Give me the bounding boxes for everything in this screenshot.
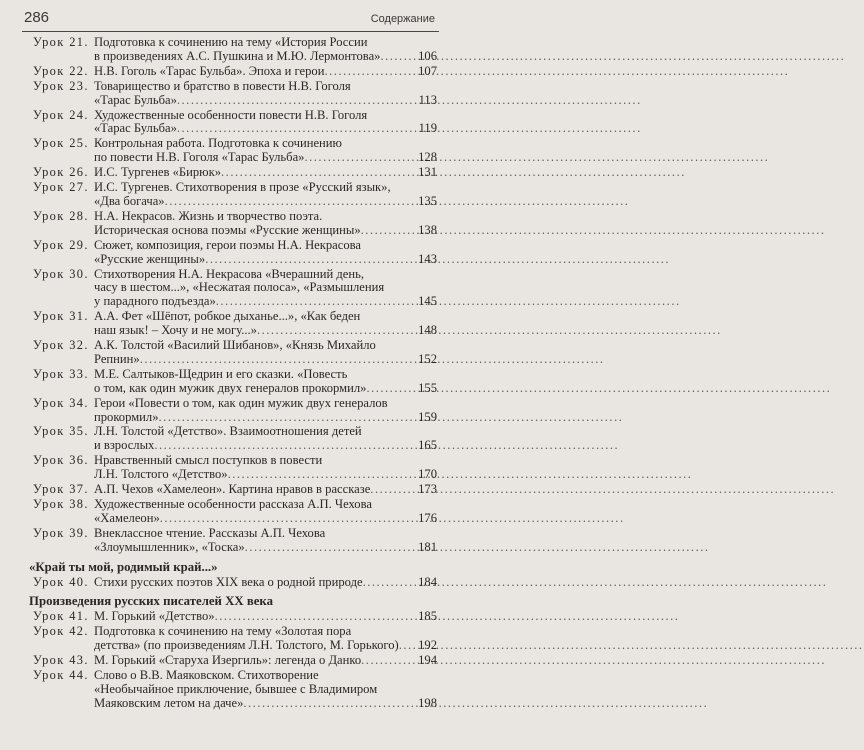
lesson-word: Урок xyxy=(33,78,65,93)
toc-entry xyxy=(33,80,437,108)
dot-leader xyxy=(324,65,417,79)
dot-leader xyxy=(257,324,417,338)
lesson-number: 26. xyxy=(69,165,89,180)
dot-leader xyxy=(221,166,417,180)
dot-leader xyxy=(165,195,418,209)
lesson-label xyxy=(33,80,94,94)
lesson-number: 41. xyxy=(69,609,89,624)
entry-title-line: Художественные особенности повести Н.В. Гоголя xyxy=(94,107,368,122)
lesson-number: 43. xyxy=(69,653,89,668)
lesson-label xyxy=(33,181,94,195)
lesson-word: Урок xyxy=(33,497,65,511)
entry-title-line: Слово о В.В. Маяковском. Стихотворение xyxy=(94,667,319,682)
lesson-word: Урок xyxy=(33,309,65,324)
lesson-number: 25. xyxy=(69,136,89,151)
entry-page-number: 152 xyxy=(418,351,437,366)
lesson-label xyxy=(33,527,94,541)
lesson-label xyxy=(33,239,94,253)
lesson-number: 37. xyxy=(69,482,89,497)
entry-page-number: 128 xyxy=(418,150,437,165)
lesson-word: Урок xyxy=(33,424,65,439)
lesson-number: 33. xyxy=(69,366,89,381)
entry-title-line: прокормил» xyxy=(94,409,159,424)
lesson-label xyxy=(33,610,94,624)
lesson-number: 24. xyxy=(69,107,89,122)
lesson-number: 39. xyxy=(69,525,89,540)
dot-leader xyxy=(228,468,418,482)
dot-leader xyxy=(370,483,417,497)
toc-entry xyxy=(33,610,437,624)
lesson-word: Урок xyxy=(33,208,65,223)
entry-title-line: Историческая основа поэмы «Русские женщины» xyxy=(94,222,361,237)
dot-leader xyxy=(140,353,417,367)
toc-entry xyxy=(33,137,437,165)
section-heading: Произведения русских писателей XX века xyxy=(29,594,273,609)
lesson-label xyxy=(33,310,94,324)
entry-title-line: «Злоумышленник», «Тоска» xyxy=(94,539,245,554)
lesson-label xyxy=(33,576,94,590)
toc-entry xyxy=(33,310,437,338)
header-rule xyxy=(22,31,439,32)
lesson-word: Урок xyxy=(33,180,65,195)
dot-leader xyxy=(366,382,417,396)
dot-leader xyxy=(363,576,418,590)
lesson-label xyxy=(33,166,94,180)
toc-entry xyxy=(33,36,437,64)
toc-entry xyxy=(33,527,437,555)
entry-title-line: И.С. Тургенев. Стихотворения в прозе «Русский язык», xyxy=(94,180,391,195)
lesson-number: 28. xyxy=(69,208,89,223)
entry-title-line: в произведениях А.С. Пушкина и М.Ю. Лермонтова» xyxy=(94,48,381,63)
entry-title-line: Контрольная работа. Подготовка к сочинению xyxy=(94,136,342,151)
lesson-word: Урок xyxy=(33,366,65,381)
entry-title-line: «Необычайное приключение, бывшее с Владимиром xyxy=(94,681,378,696)
entry-title-line: «Тарас Бульба» xyxy=(94,121,177,136)
entry-page-number: 145 xyxy=(418,294,437,309)
lesson-number: 42. xyxy=(69,624,89,639)
toc-entry xyxy=(33,483,437,497)
lesson-word: Урок xyxy=(33,237,65,252)
entry-page-number: 192 xyxy=(418,638,437,653)
lesson-number: 21. xyxy=(69,35,89,49)
lesson-word: Урок xyxy=(33,395,65,410)
entry-page-number: 184 xyxy=(418,574,437,589)
entry-page-number: 198 xyxy=(418,695,437,710)
toc-entry xyxy=(33,181,437,209)
entry-title-line: Л.Н. Толстой «Детство». Взаимоотношения детей xyxy=(94,424,362,439)
lesson-label xyxy=(33,268,94,282)
entry-page-number: 135 xyxy=(418,193,437,208)
lesson-label xyxy=(33,368,94,382)
lesson-number: 30. xyxy=(69,266,89,281)
entry-title-line: Внеклассное чтение. Рассказы А.П. Чехова xyxy=(94,525,326,540)
dot-leader xyxy=(243,697,417,711)
toc-entry xyxy=(33,268,437,310)
entry-title-line: М.Е. Салтыков-Щедрин и его сказки. «Повесть xyxy=(94,366,348,381)
lesson-label xyxy=(33,425,94,439)
lesson-label xyxy=(33,65,94,79)
lesson-number: 38. xyxy=(69,497,89,511)
lesson-word: Урок xyxy=(33,35,65,49)
lesson-word: Урок xyxy=(33,482,65,497)
entry-page-number: 106 xyxy=(418,48,437,63)
toc-entry xyxy=(33,166,437,180)
entry-title-line: «Хамелеон» xyxy=(94,510,160,525)
toc-entry xyxy=(33,397,437,425)
entry-title-line: часу в шестом...», «Несжатая полоса», «Размышления xyxy=(94,280,385,295)
toc-entry xyxy=(33,576,437,590)
entry-page-number: 194 xyxy=(418,653,437,668)
lesson-word: Урок xyxy=(33,266,65,281)
dot-leader xyxy=(159,411,418,425)
dot-leader xyxy=(154,439,417,453)
entry-page-number: 173 xyxy=(418,482,437,497)
entry-title-line: и взрослых xyxy=(94,438,155,453)
dot-leader xyxy=(304,151,417,165)
lesson-number: 23. xyxy=(69,78,89,93)
lesson-label xyxy=(33,483,94,497)
entry-title-line: «Два богача» xyxy=(94,193,165,208)
toc-entry xyxy=(33,669,437,711)
dot-leader xyxy=(399,639,417,653)
lesson-number: 32. xyxy=(69,338,89,353)
lesson-word: Урок xyxy=(33,574,65,589)
entry-page-number: 143 xyxy=(418,251,437,266)
lesson-word: Урок xyxy=(33,136,65,151)
entry-title-line: «Русские женщины» xyxy=(94,251,206,266)
entry-title-line: детства» (по произведениям Л.Н. Толстого, М. Горького) xyxy=(94,638,399,653)
entry-title-line: Нравственный смысл поступков в повести xyxy=(94,453,323,468)
lesson-word: Урок xyxy=(33,453,65,468)
running-head: Содержание xyxy=(370,13,435,25)
lesson-word: Урок xyxy=(33,525,65,540)
entry-title-line: Л.Н. Толстого «Детство» xyxy=(94,467,228,482)
toc-entry xyxy=(33,498,437,526)
lesson-label xyxy=(33,669,94,683)
entry-page-number: 176 xyxy=(418,510,437,525)
entry-title-line: Маяковским летом на даче» xyxy=(94,695,244,710)
entry-title-line: Стихотворения Н.А. Некрасова «Вчерашний день, xyxy=(94,266,365,281)
entry-title-line: М. Горький «Детство» xyxy=(94,609,215,624)
entry-title-line: Сюжет, композиция, герои поэмы Н.А. Некрасова xyxy=(94,237,362,252)
lesson-label xyxy=(33,210,94,224)
entry-title-line: о том, как один мужик двух генералов прокормил» xyxy=(94,380,367,395)
lesson-word: Урок xyxy=(33,338,65,353)
lesson-label xyxy=(33,625,94,639)
table-of-contents xyxy=(29,35,437,711)
section-heading: «Край ты мой, родимый край...» xyxy=(29,559,218,574)
toc-entry xyxy=(33,109,437,137)
lesson-label xyxy=(33,339,94,353)
entry-title-line: «Тарас Бульба» xyxy=(94,92,177,107)
entry-title-line: Стихи русских поэтов XIX века о родной природе xyxy=(94,574,363,589)
entry-title-line: Подготовка к сочинению на тему «Золотая пора xyxy=(94,624,352,639)
toc-entry xyxy=(33,239,437,267)
entry-title-line: Художественные особенности рассказа А.П. Чехова xyxy=(94,497,372,511)
dot-leader xyxy=(160,512,417,526)
lesson-number: 40. xyxy=(69,574,89,589)
page-number: 286 xyxy=(24,9,50,26)
entry-title-line: М. Горький «Старуха Изергиль»: легенда о Данко xyxy=(94,653,362,668)
dot-leader xyxy=(361,224,417,238)
lesson-number: 29. xyxy=(69,237,89,252)
lesson-word: Урок xyxy=(33,624,65,639)
lesson-number: 34. xyxy=(69,395,89,410)
lesson-word: Урок xyxy=(33,107,65,122)
lesson-word: Урок xyxy=(33,165,65,180)
lesson-label xyxy=(33,654,94,668)
toc-entry xyxy=(33,625,437,653)
lesson-label xyxy=(33,498,94,512)
toc-entry xyxy=(33,654,437,668)
lesson-word: Урок xyxy=(33,63,65,78)
toc-entry xyxy=(33,425,437,453)
lesson-number: 44. xyxy=(69,667,89,682)
entry-title-line: у парадного подъезда» xyxy=(94,294,216,309)
entry-title-line: А.П. Чехов «Хамелеон». Картина нравов в рассказе xyxy=(94,482,371,497)
entry-title-line: А.К. Толстой «Василий Шибанов», «Князь Михайло xyxy=(94,338,376,353)
lesson-label xyxy=(33,397,94,411)
lesson-label xyxy=(33,137,94,151)
toc-entry xyxy=(33,339,437,367)
entry-page-number: 107 xyxy=(418,63,437,78)
lesson-label xyxy=(33,109,94,123)
entry-page-number: 185 xyxy=(418,609,437,624)
lesson-word: Урок xyxy=(33,667,65,682)
entry-title-line: А.А. Фет «Шёпот, робкое дыханье...», «Как беден xyxy=(94,309,361,324)
entry-page-number: 159 xyxy=(418,409,437,424)
entry-page-number: 113 xyxy=(418,92,437,107)
lesson-number: 22. xyxy=(69,63,89,78)
entry-title-line: Н.А. Некрасов. Жизнь и творчество поэта. xyxy=(94,208,323,223)
entry-page-number: 165 xyxy=(418,438,437,453)
entry-title-line: Подготовка к сочинению на тему «История России xyxy=(94,35,368,49)
lesson-word: Урок xyxy=(33,609,65,624)
dot-leader xyxy=(245,541,417,555)
entry-title-line: по повести Н.В. Гоголя «Тарас Бульба» xyxy=(94,150,305,165)
toc-entry xyxy=(33,65,437,79)
lesson-number: 31. xyxy=(69,309,89,324)
entry-title-line: наш язык! – Хочу и не могу...» xyxy=(94,323,257,338)
toc-entry xyxy=(33,210,437,238)
lesson-label xyxy=(33,454,94,468)
entry-title-line: Н.В. Гоголь «Тарас Бульба». Эпоха и герои xyxy=(94,63,325,78)
dot-leader xyxy=(177,94,418,108)
dot-leader xyxy=(215,610,418,624)
lesson-word: Урок xyxy=(33,653,65,668)
lesson-number: 27. xyxy=(69,180,89,195)
dot-leader xyxy=(361,654,417,668)
entry-page-number: 119 xyxy=(418,121,437,136)
dot-leader xyxy=(216,295,417,309)
lesson-label xyxy=(33,36,94,50)
entry-title-line: Репнин» xyxy=(94,351,140,366)
entry-page-number: 131 xyxy=(418,165,437,180)
entry-page-number: 155 xyxy=(418,380,437,395)
entry-title-line: Товарищество и братство в повести Н.В. Гоголя xyxy=(94,78,351,93)
toc-entry xyxy=(33,368,437,396)
dot-leader xyxy=(177,122,418,136)
lesson-number: 35. xyxy=(69,424,89,439)
entry-page-number: 148 xyxy=(418,323,437,338)
dot-leader xyxy=(380,50,417,64)
lesson-number: 36. xyxy=(69,453,89,468)
entry-title-line: Герои «Повести о том, как один мужик двух генералов xyxy=(94,395,388,410)
entry-page-number: 181 xyxy=(418,539,437,554)
toc-entry xyxy=(33,454,437,482)
entry-page-number: 170 xyxy=(418,467,437,482)
dot-leader xyxy=(205,253,417,267)
entry-page-number: 138 xyxy=(418,222,437,237)
entry-title-line: И.С. Тургенев «Бирюк» xyxy=(94,165,222,180)
